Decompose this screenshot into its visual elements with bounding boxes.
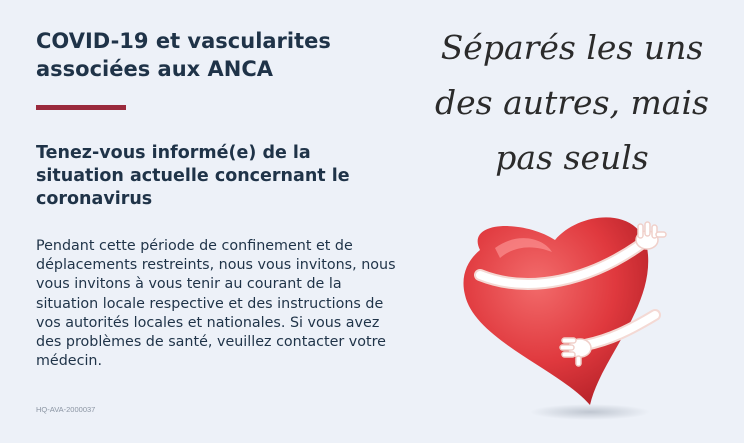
slogan-line-3: pas seuls — [495, 138, 649, 177]
slogan-line-2: des autres, mais — [435, 83, 709, 122]
slogan — [412, 20, 732, 185]
accent-divider — [36, 105, 126, 110]
document-code: HQ-AVA-2000037 — [36, 405, 96, 414]
slogan-line-1: Séparés les uns — [440, 28, 704, 67]
document-title: COVID-19 et vascularites associées aux ANCA — [36, 29, 331, 81]
hugging-heart-icon — [440, 200, 680, 430]
body-paragraph: Pendant cette période de confinement et de déplacements restreints, nous vous invitons, nous vous invitons à vous tenir au courant de la situation locale respective et des instructions de vos autorités locales et nationales. Si vous avez des problèmes de santé, veuillez contacter votre médecin. — [36, 238, 396, 370]
document-subtitle: Tenez-vous informé(e) de la situation actuelle concernant le coronavirus — [36, 143, 350, 209]
